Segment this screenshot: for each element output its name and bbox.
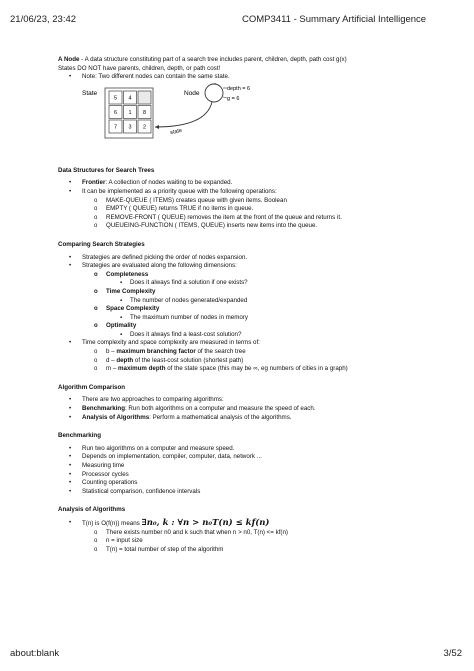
list-item bbox=[58, 179, 418, 188]
grid-cell-value: 4 bbox=[128, 95, 132, 102]
list-item: • Counting operations bbox=[58, 479, 418, 488]
big-o-text: T(n) is O(f(n)) means bbox=[82, 519, 142, 527]
list-item: o QUEUEING-FUNCTION ( ITEMS, QUEUE) inserts new items into the queue. bbox=[58, 222, 418, 231]
list-item bbox=[58, 519, 418, 529]
grid-cell-value: 6 bbox=[113, 109, 118, 116]
section-heading-algorithm-comparison: Algorithm Comparison bbox=[58, 383, 126, 391]
node-state-diagram bbox=[58, 83, 288, 163]
algorithm-comparison-list bbox=[58, 396, 418, 422]
puzzle-grid bbox=[105, 88, 153, 138]
list-item: ▪ Does it always find a solution if one exists? bbox=[58, 279, 418, 288]
list-item: o n = input size bbox=[58, 537, 418, 546]
list-item: • Strategies are defined picking the order of nodes expansion. bbox=[58, 254, 418, 263]
print-datetime: 21/06/23, 23:42 bbox=[10, 14, 77, 25]
depth-label: depth = 6 bbox=[227, 85, 251, 92]
list-item: • Depends on implementation, compiler, computer, data, network ... bbox=[58, 453, 418, 462]
measure-m-term: maximum depth bbox=[118, 365, 166, 373]
grid-cell-value: 7 bbox=[113, 124, 118, 131]
list-item: ▪ The maximum number of nodes in memory bbox=[58, 314, 418, 323]
node-definition bbox=[58, 56, 418, 65]
list-item: o REMOVE-FRONT ( QUEUE) removes the item at the front of the queue and returns it. bbox=[58, 214, 418, 223]
analysis-list bbox=[58, 519, 418, 554]
list-item: o Space Complexity bbox=[58, 305, 418, 314]
list-item: o Time Complexity bbox=[58, 288, 418, 297]
list-item: • It can be implemented as a priority queue with the following operations: bbox=[58, 188, 418, 197]
section-heading-data-structures: Data Structures for Search Trees bbox=[58, 166, 155, 174]
measure-d-suffix: of the least-cost solution (shortest path) bbox=[133, 356, 244, 364]
measure-m-prefix: m – bbox=[106, 365, 119, 373]
page-number: 3/52 bbox=[443, 648, 462, 659]
measure-b-suffix: of the search tree bbox=[195, 348, 246, 356]
benchmarking-list bbox=[58, 445, 418, 497]
list-item: • Processor cycles bbox=[58, 471, 418, 480]
section-heading-comparing-strategies: Comparing Search Strategies bbox=[58, 240, 145, 248]
node-circle bbox=[205, 84, 223, 102]
list-item bbox=[58, 348, 418, 357]
list-item: o T(n) = total number of step of the algorithm bbox=[58, 546, 418, 555]
benchmarking-text: : Run both algorithms on a computer and measure the speed of each. bbox=[124, 405, 316, 413]
grid-cell-blank bbox=[138, 91, 151, 104]
page-url: about:blank bbox=[10, 648, 60, 659]
list-item: • Statistical comparison, confidence intervals bbox=[58, 488, 418, 497]
benchmarking-term: Benchmarking bbox=[82, 405, 125, 413]
list-item: o Optimality bbox=[58, 322, 418, 331]
page-footer bbox=[10, 648, 462, 662]
data-structures-list bbox=[58, 179, 418, 231]
big-o-formula: ∃n₀, k : ∀n > n₀T(n) ≤ kf(n) bbox=[141, 517, 270, 528]
page-header bbox=[10, 14, 462, 28]
strategies-list bbox=[58, 254, 418, 374]
list-item: • Measuring time bbox=[58, 462, 418, 471]
list-item: o EMPTY ( QUEUE) returns TRUE if no items in queue. bbox=[58, 205, 418, 214]
state-arrow bbox=[155, 102, 212, 127]
grid-cell-value: 1 bbox=[128, 109, 132, 116]
node-bullets bbox=[58, 73, 418, 82]
node-term: A Node bbox=[58, 56, 80, 63]
list-item: o There exists number n0 and k such that when n > n0, T(n) <= kf(n) bbox=[58, 529, 418, 538]
list-item bbox=[58, 414, 418, 423]
grid-cell-value: 8 bbox=[142, 109, 147, 116]
document-title: COMP3411 - Summary Artificial Intelligence bbox=[242, 14, 427, 25]
section-heading-benchmarking: Benchmarking bbox=[58, 432, 101, 440]
list-item bbox=[58, 405, 418, 414]
measure-b-prefix: b – bbox=[106, 348, 117, 356]
grid-cell-value: 2 bbox=[142, 124, 147, 131]
frontier-text: : A collection of nodes waiting to be expanded. bbox=[105, 179, 233, 187]
measure-d-prefix: d – bbox=[106, 356, 117, 364]
grid-cell-value: 5 bbox=[113, 95, 118, 102]
list-item: • Note: Two different nodes can contain the same state. bbox=[58, 73, 418, 82]
g-cost-label: g = 6 bbox=[227, 95, 240, 102]
list-item: • Strategies are evaluated along the following dimensions: bbox=[58, 262, 418, 271]
node-states-note: States DO NOT have parents, children, depth, or path cost! bbox=[58, 64, 221, 72]
analysis-term: Analysis of Algorithms bbox=[82, 413, 150, 421]
state-label: State bbox=[82, 89, 98, 97]
list-item: • Run two algorithms on a computer and measure speed. bbox=[58, 445, 418, 454]
frontier-term: Frontier bbox=[82, 179, 106, 187]
list-item: o MAKE-QUEUE ( ITEMS) creates queue with given items. Boolean bbox=[58, 197, 418, 206]
node-state-figure bbox=[58, 83, 418, 163]
measure-d-term: depth bbox=[116, 356, 134, 364]
measure-b-term: maximum branching factor bbox=[116, 348, 196, 356]
list-item: ▪ Does it always find a least-cost solution? bbox=[58, 331, 418, 340]
list-item: • There are two approaches to comparing algorithms: bbox=[58, 396, 418, 405]
state-edge-label: state bbox=[169, 127, 183, 136]
list-item bbox=[58, 357, 418, 366]
grid-cell-value: 3 bbox=[128, 124, 132, 131]
list-item: • Time complexity and space complexity are measured in terms of: bbox=[58, 339, 418, 348]
list-item bbox=[58, 365, 418, 374]
page-content bbox=[58, 56, 418, 554]
list-item: o Completeness bbox=[58, 271, 418, 280]
analysis-text: : Perform a mathematical analysis of the algorithms. bbox=[149, 413, 292, 421]
node-definition-text: - A data structure constituting part of a search tree includes parent, children, depth, path cost g(x) bbox=[79, 56, 347, 63]
list-item: ▪ The number of nodes generated/expanded bbox=[58, 297, 418, 306]
section-heading-analysis: Analysis of Algorithms bbox=[58, 506, 126, 514]
measure-m-suffix: of the state space (this may be ∞, eg numbers of cities in a graph) bbox=[165, 365, 348, 373]
node-label: Node bbox=[184, 89, 200, 97]
state-arrowhead bbox=[155, 125, 159, 129]
